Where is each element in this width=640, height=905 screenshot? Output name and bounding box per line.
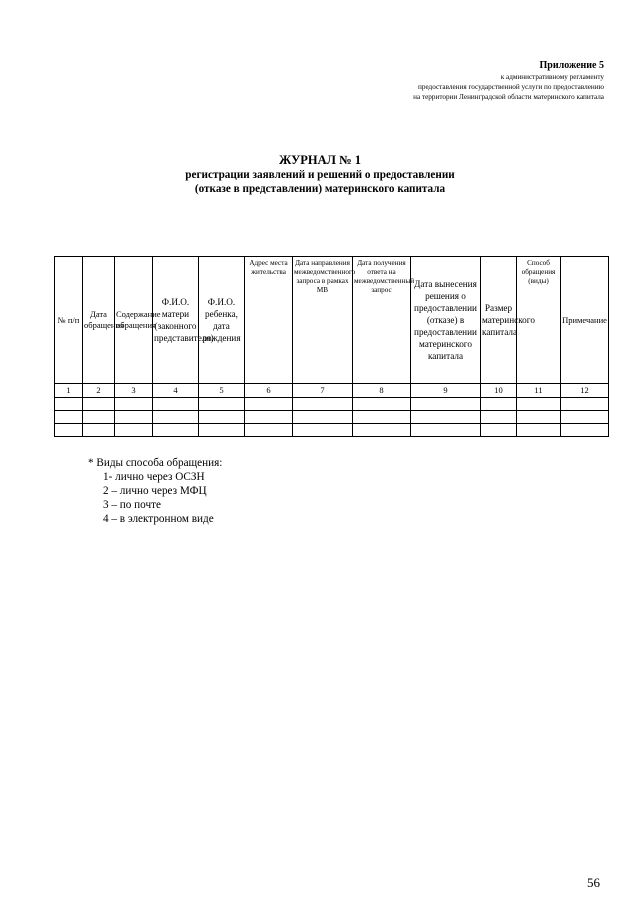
- table-cell: [517, 411, 561, 424]
- table-cell: [153, 411, 199, 424]
- appendix-line: предоставления государственной услуги по предоставлению: [418, 83, 604, 91]
- table-row: [55, 424, 609, 437]
- table-cell: [115, 424, 153, 437]
- column-number: 12: [561, 384, 609, 398]
- table-cell: [245, 424, 293, 437]
- column-number: 5: [199, 384, 245, 398]
- footnote: [88, 456, 222, 526]
- table-cell: [83, 411, 115, 424]
- appendix-line: к административному регламенту: [500, 73, 604, 81]
- table-cell: [293, 424, 353, 437]
- table-cell: [199, 424, 245, 437]
- table-cell: [411, 424, 481, 437]
- appendix-block: [244, 59, 604, 102]
- footnote-item: 2 – лично через МФЦ: [103, 485, 207, 497]
- footnote-item: 4 – в электронном виде: [103, 513, 214, 525]
- journal-subtitle-line2: (отказе в представлении) материнского капитала: [194, 183, 446, 195]
- table-cell: [199, 398, 245, 411]
- table-row: [55, 411, 609, 424]
- table-cell: [293, 411, 353, 424]
- header-row: [55, 257, 609, 384]
- table-cell: [293, 398, 353, 411]
- table-cell: [561, 424, 609, 437]
- table-cell: [115, 411, 153, 424]
- table-cell: [411, 398, 481, 411]
- table-cell: [55, 424, 83, 437]
- table-cell: [481, 411, 517, 424]
- table-cell: [83, 424, 115, 437]
- column-header-method: Способ обращения (виды): [517, 257, 561, 384]
- column-number: 3: [115, 384, 153, 398]
- table-cell: [55, 411, 83, 424]
- table-cell: [245, 398, 293, 411]
- table-cell: [517, 424, 561, 437]
- table-cell: [481, 398, 517, 411]
- table-cell: [561, 398, 609, 411]
- table-cell: [411, 411, 481, 424]
- journal-title: ЖУРНАЛ № 1: [278, 153, 362, 167]
- footnote-title: * Виды способа обращения:: [88, 457, 223, 469]
- table-row: [55, 398, 609, 411]
- column-number: 2: [83, 384, 115, 398]
- column-number: 10: [481, 384, 517, 398]
- journal-subtitle-line1: регистрации заявлений и решений о предоставлении: [185, 169, 455, 181]
- column-header-content: Содержание обращения: [115, 257, 153, 384]
- table-cell: [245, 411, 293, 424]
- table-cell: [153, 398, 199, 411]
- table-cell: [353, 424, 411, 437]
- table-cell: [481, 424, 517, 437]
- column-header-address: Адрес места жительства: [245, 257, 293, 384]
- journal-table: [54, 256, 609, 437]
- page-number: 56: [587, 875, 600, 890]
- column-number: 6: [245, 384, 293, 398]
- table-cell: [153, 424, 199, 437]
- table-cell: [517, 398, 561, 411]
- appendix-line: на территории Ленинградской области материнского капитала: [413, 93, 604, 101]
- column-number: 9: [411, 384, 481, 398]
- column-number: 1: [55, 384, 83, 398]
- table-cell: [353, 398, 411, 411]
- footnote-item: 3 – по почте: [103, 499, 161, 511]
- column-number: 11: [517, 384, 561, 398]
- column-header-child-name: Ф.И.О. ребенка, дата рождения: [199, 257, 245, 384]
- table-cell: [83, 398, 115, 411]
- column-header-number: № п/п: [55, 257, 83, 384]
- column-number: 8: [353, 384, 411, 398]
- column-header-decision-date: Дата вынесения решения о предоставлении (отказе) в предоставлении материнского капитала: [411, 257, 481, 384]
- footnote-item: 1- лично через ОСЗН: [103, 471, 205, 483]
- column-header-note: Примечание: [561, 257, 609, 384]
- column-header-request-date: Дата направления межведомственного запроса в рамках МВ: [293, 257, 353, 384]
- column-number: 7: [293, 384, 353, 398]
- column-header-response-date: Дата получения ответа на межведомственный запрос: [353, 257, 411, 384]
- journal-heading: [0, 153, 640, 196]
- table-cell: [561, 411, 609, 424]
- appendix-title: Приложение 5: [539, 60, 604, 71]
- table-cell: [199, 411, 245, 424]
- table-cell: [353, 411, 411, 424]
- column-number-row: [55, 384, 609, 398]
- column-header-mother-name: Ф.И.О. матери (законного представителя): [153, 257, 199, 384]
- column-header-date: Дата обращения: [83, 257, 115, 384]
- column-number: 4: [153, 384, 199, 398]
- table-cell: [55, 398, 83, 411]
- column-header-capital-amount: Размер материнского капитала: [481, 257, 517, 384]
- table-cell: [115, 398, 153, 411]
